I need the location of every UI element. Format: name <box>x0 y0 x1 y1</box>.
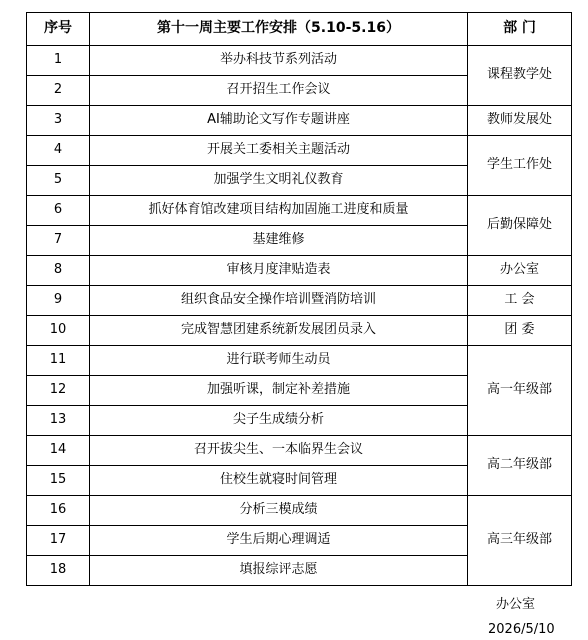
row-department: 办公室 <box>468 256 572 286</box>
table-row <box>27 196 572 226</box>
table-row <box>27 316 572 346</box>
row-department: 课程教学处 <box>468 46 572 106</box>
footer-issuer: 办公室 <box>496 597 536 612</box>
header-task: 第十一周主要工作安排（5.10-5.16） <box>90 13 468 46</box>
row-task: 举办科技节系列活动 <box>90 46 468 76</box>
row-number: 9 <box>27 286 90 316</box>
row-task: 召开拔尖生、一本临界生会议 <box>90 436 468 466</box>
header-number: 序号 <box>27 13 90 46</box>
row-task: 开展关工委相关主题活动 <box>90 136 468 166</box>
row-number: 3 <box>27 106 90 136</box>
row-task: 填报综评志愿 <box>90 556 468 586</box>
row-number: 13 <box>27 406 90 436</box>
row-task: 进行联考师生动员 <box>90 346 468 376</box>
work-schedule-table <box>26 12 572 586</box>
row-department: 工 会 <box>468 286 572 316</box>
row-number: 18 <box>27 556 90 586</box>
row-number: 6 <box>27 196 90 226</box>
table-row <box>27 496 572 526</box>
row-number: 10 <box>27 316 90 346</box>
row-department: 教师发展处 <box>468 106 572 136</box>
row-number: 16 <box>27 496 90 526</box>
row-task: 尖子生成绩分析 <box>90 406 468 436</box>
row-number: 7 <box>27 226 90 256</box>
row-task: AI辅助论文写作专题讲座 <box>90 106 468 136</box>
row-number: 2 <box>27 76 90 106</box>
row-task: 召开招生工作会议 <box>90 76 468 106</box>
row-department: 高一年级部 <box>468 346 572 436</box>
table-row <box>27 436 572 466</box>
table-row <box>27 136 572 166</box>
row-number: 17 <box>27 526 90 556</box>
row-department: 高二年级部 <box>468 436 572 496</box>
table-row <box>27 46 572 76</box>
footer-date: 2026/5/10 <box>488 622 555 637</box>
table-row <box>27 346 572 376</box>
table-row <box>27 106 572 136</box>
row-task: 加强听课，制定补差措施 <box>90 376 468 406</box>
row-task: 组织食品安全操作培训暨消防培训 <box>90 286 468 316</box>
row-task: 审核月度津贴造表 <box>90 256 468 286</box>
row-task: 抓好体育馆改建项目结构加固施工进度和质量 <box>90 196 468 226</box>
row-number: 8 <box>27 256 90 286</box>
row-task: 分析三模成绩 <box>90 496 468 526</box>
row-number: 14 <box>27 436 90 466</box>
row-task: 学生后期心理调适 <box>90 526 468 556</box>
row-task: 住校生就寝时间管理 <box>90 466 468 496</box>
row-department: 学生工作处 <box>468 136 572 196</box>
row-number: 12 <box>27 376 90 406</box>
row-task: 基建维修 <box>90 226 468 256</box>
table-header-row <box>27 13 572 46</box>
row-number: 5 <box>27 166 90 196</box>
row-department: 后勤保障处 <box>468 196 572 256</box>
row-number: 11 <box>27 346 90 376</box>
row-number: 15 <box>27 466 90 496</box>
row-number: 1 <box>27 46 90 76</box>
row-department: 团 委 <box>468 316 572 346</box>
row-department: 高三年级部 <box>468 496 572 586</box>
table-row <box>27 256 572 286</box>
row-task: 加强学生文明礼仪教育 <box>90 166 468 196</box>
row-number: 4 <box>27 136 90 166</box>
row-task: 完成智慧团建系统新发展团员录入 <box>90 316 468 346</box>
header-department: 部 门 <box>468 13 572 46</box>
table-row <box>27 286 572 316</box>
